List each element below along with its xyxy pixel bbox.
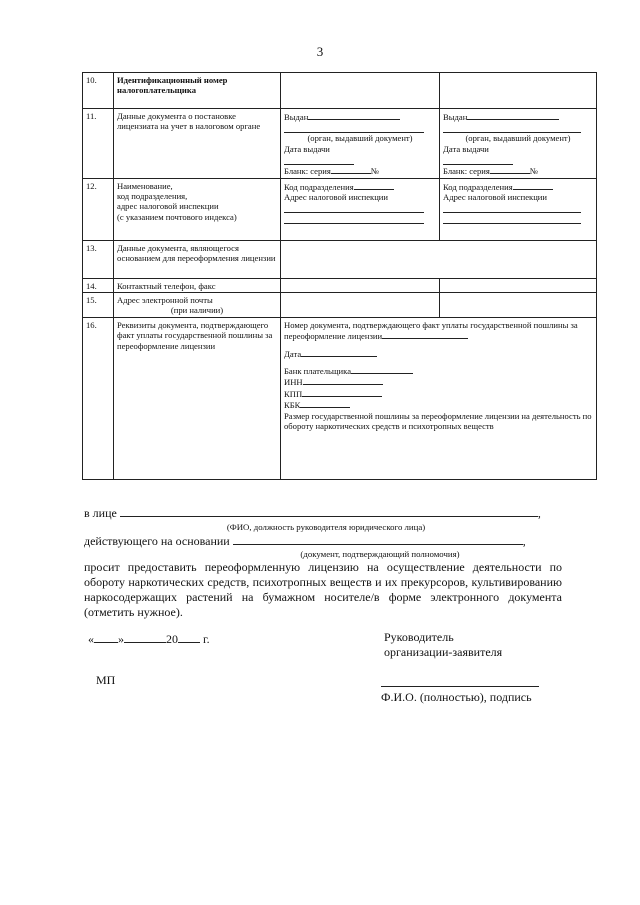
series-blank[interactable] [490, 165, 530, 174]
field-cell[interactable] [440, 73, 597, 109]
blank-line [284, 213, 424, 224]
row-label: Данные документа, являющегося основанием для переоформления лицензии [114, 240, 281, 278]
fee-payment-cell[interactable] [281, 317, 597, 479]
acting-basis-label: действующего на основании [84, 534, 230, 548]
table-row [83, 293, 597, 318]
kpp-label: КПП [284, 388, 303, 399]
tax-address-label: Адрес налоговой инспекции [284, 192, 388, 203]
table-row [83, 109, 597, 179]
label-line: код подразделения, [117, 191, 188, 202]
label-line: (при наличии) [170, 305, 224, 316]
tax-office-cell-b[interactable] [440, 178, 597, 240]
stamp-label: МП [96, 673, 116, 687]
blank-line [443, 122, 581, 133]
label-line: Наименование, [117, 180, 173, 191]
request-paragraph: просит предоставить переоформленную лицензию на осуществление деятельности по обороту наркотических средств, психотропных веществ и их прекурсоров, культивированию наркосодержащих растений на бумажном носителе/в форме электронного документа (отметить нужное). [84, 560, 562, 619]
row-label: Идентификационный номер налогоплательщика [114, 73, 281, 109]
in-person-line [84, 505, 574, 521]
blank-line [443, 213, 581, 224]
blank-line [443, 154, 513, 165]
issue-date-label: Дата выдачи [284, 143, 330, 154]
person-blank[interactable] [120, 505, 538, 517]
table-row [83, 73, 597, 109]
inn-blank[interactable] [303, 376, 383, 385]
inn-label: ИНН [284, 377, 303, 388]
blank-line [443, 202, 581, 213]
year-blank[interactable] [178, 632, 200, 643]
application-form-table [82, 72, 597, 480]
series-blank[interactable] [331, 165, 371, 174]
head-line-1: Руководитель [384, 630, 454, 644]
field-cell[interactable] [281, 240, 597, 278]
label-line: Адрес электронной почты [117, 295, 213, 306]
quote-close: » [118, 632, 124, 646]
dept-code-blank[interactable] [354, 181, 394, 190]
field-cell[interactable] [281, 293, 440, 318]
table-row [83, 317, 597, 479]
head-line-2: организации-заявителя [384, 645, 503, 659]
day-blank[interactable] [94, 632, 118, 643]
row-number: 10. [83, 73, 114, 109]
date-blank[interactable] [301, 348, 377, 357]
row-number: 13. [83, 240, 114, 278]
kbk-blank[interactable] [300, 399, 350, 408]
signature-label: Ф.И.О. (полностью), подпись [381, 690, 532, 704]
person-note: (ФИО, должность руководителя юридического лица) [226, 522, 426, 532]
bank-label: Банк плательщика [284, 366, 352, 377]
basis-blank[interactable] [233, 533, 523, 545]
blank-line [284, 154, 354, 165]
year-suffix: г. [203, 632, 210, 646]
doc-number-label: Номер документа, подтверждающего факт уплаты государственной пошлины за переоформление лицензии [284, 319, 578, 342]
row-number: 11. [83, 109, 114, 179]
issuer-note: (орган, выдавший документ) [465, 133, 571, 144]
row-label: Реквизиты документа, подтверждающего факт уплаты государственной пошлины за переоформление лицензии [114, 317, 281, 479]
issued-blank[interactable] [308, 111, 400, 120]
row-label: Данные документа о постановке лицензиата на учет в налоговом органе [114, 109, 281, 179]
table-row [83, 178, 597, 240]
issuer-note: (орган, выдавший документ) [307, 133, 413, 144]
label-line: (с указанием почтового индекса) [117, 211, 237, 222]
head-title [384, 630, 584, 660]
label-line: адрес налоговой инспекции [117, 201, 219, 212]
blank-series-label: Бланк: серия [284, 166, 331, 177]
table-row [83, 278, 597, 292]
row-number: 12. [83, 178, 114, 240]
fee-size-label: Размер государственной пошлины за переоформление лицензии на деятельность по обороту наркотических средств и психотропных веществ [284, 410, 592, 432]
quote-open: « [88, 632, 94, 646]
blank-line [284, 122, 424, 133]
blank-line [284, 202, 424, 213]
kpp-blank[interactable] [302, 388, 382, 397]
in-person-label: в лице [84, 506, 117, 520]
blank-series-label: Бланк: серия [443, 166, 490, 177]
table-row [83, 240, 597, 278]
row-label: Контактный телефон, факс [114, 278, 281, 292]
issued-label: Выдан [443, 112, 468, 122]
field-cell[interactable] [281, 278, 440, 292]
tax-office-cell-a[interactable] [281, 178, 440, 240]
bank-blank[interactable] [351, 365, 413, 374]
tax-address-label: Адрес налоговой инспекции [443, 192, 547, 203]
doc-number-blank[interactable] [382, 330, 468, 339]
dept-code-blank[interactable] [513, 181, 553, 190]
signature-line[interactable] [381, 686, 539, 687]
kbk-label: КБК [284, 400, 301, 411]
comma: , [522, 534, 526, 548]
month-blank[interactable] [124, 632, 166, 643]
field-cell[interactable] [440, 278, 597, 292]
dept-code-label: Код подразделения [284, 181, 354, 192]
issued-blank[interactable] [467, 111, 559, 120]
comma: , [537, 506, 541, 520]
field-cell[interactable] [440, 293, 597, 318]
date-line [88, 632, 288, 647]
tax-registration-cell-b[interactable] [440, 109, 597, 179]
page-number: 3 [316, 44, 324, 59]
issue-date-label: Дата выдачи [443, 143, 489, 154]
basis-note: (документ, подтверждающий полномочия) [300, 549, 460, 559]
row-label [114, 178, 281, 240]
row-number: 15. [83, 293, 114, 318]
year-prefix: 20 [166, 632, 178, 646]
number-sign: № [529, 166, 539, 177]
number-sign: № [370, 166, 380, 177]
row-label [114, 293, 281, 318]
row-number: 14. [83, 278, 114, 292]
issued-label: Выдан [284, 112, 309, 122]
tax-registration-cell-a[interactable] [281, 109, 440, 179]
field-cell[interactable] [281, 73, 440, 109]
row-number: 16. [83, 317, 114, 479]
dept-code-label: Код подразделения [443, 181, 513, 192]
date-label: Дата [284, 348, 302, 359]
